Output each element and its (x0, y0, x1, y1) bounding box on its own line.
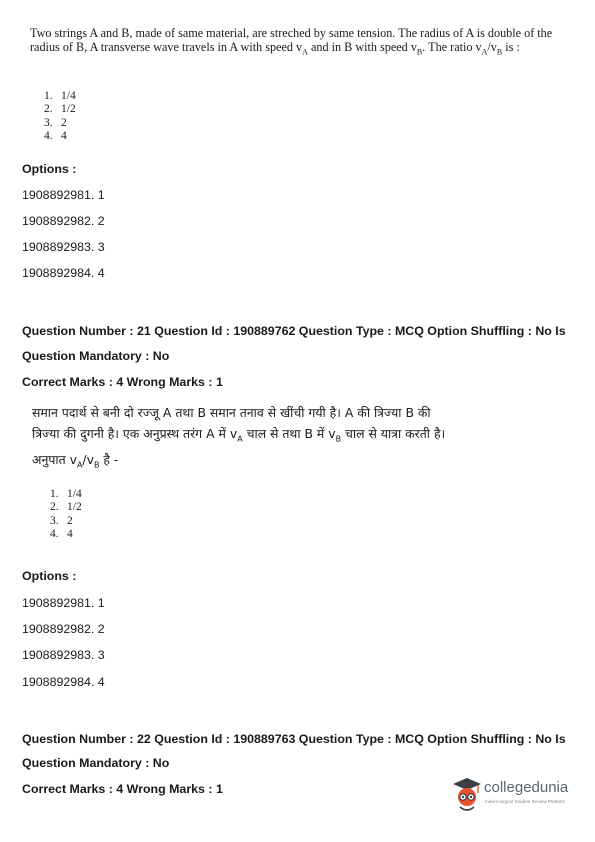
question-text: . The ratio v (422, 40, 482, 54)
choice-item: 3. 2 (50, 514, 73, 527)
question-text: and in B with speed v (307, 40, 417, 54)
options-label: Options : (22, 569, 77, 583)
question-20-choices (44, 90, 76, 144)
option-item: 1908892982. 2 (22, 622, 105, 636)
question-header: Question Mandatory : No (22, 349, 170, 363)
option-item: 1908892983. 3 (22, 240, 105, 254)
question-21-text (32, 402, 572, 476)
subscript-b: B (496, 47, 503, 57)
option-item: 1908892981. 1 (22, 188, 105, 202)
hindi-line: अनुपात $v_A/v_B$ है - (32, 452, 119, 470)
question-21-choices (50, 488, 82, 542)
subscript-a: A (481, 47, 488, 57)
choice-item: 1. 1/4 (44, 90, 76, 102)
choice-item: 4. 4 (50, 528, 73, 541)
mascot-icon (452, 776, 482, 814)
hindi-line: त्रिज्या की दुगनी है। एक अनुप्रस्थ तरंग A में $v_A$ चाल से तथा B में $v_B$ चाल से यात्रा करती है। (32, 426, 446, 444)
subscript-b: B (416, 47, 423, 57)
question-text: /v (487, 40, 497, 54)
marks-line: Correct Marks : 4 Wrong Marks : 1 (22, 782, 223, 796)
question-20-text (30, 26, 570, 59)
marks-line: Correct Marks : 4 Wrong Marks : 1 (22, 375, 223, 389)
logo-tagline: India's largest Student Review Platform (485, 799, 566, 804)
option-item: 1908892983. 3 (22, 648, 105, 662)
choice-item: 3. 2 (44, 116, 67, 129)
option-item: 1908892984. 4 (22, 675, 105, 689)
logo-wordmark: collegedunia (484, 779, 569, 796)
question-header: Question Mandatory : No (22, 756, 170, 770)
question-text: Two strings A and B, made of same material, are streched by same tension. The radius of A is double of the radius of B, A transverse wave travels in A with speed v (30, 26, 553, 54)
collegedunia-logo (452, 776, 580, 814)
option-item: 1908892984. 4 (22, 266, 105, 280)
options-label: Options : (22, 162, 77, 176)
question-text: is : (502, 40, 520, 54)
choice-item: 1. 1/4 (50, 488, 82, 500)
question-header: Question Number : 22 Question Id : 190889763 Question Type : MCQ Option Shuffling : No Is (22, 732, 566, 746)
hindi-line: समान पदार्थ से बनी दो रज्जू A तथा B समान तनाव से खींची गयी है। A की त्रिज्या B की (32, 405, 431, 420)
choice-item: 4. 4 (44, 130, 67, 143)
choice-item: 2. 1/2 (50, 501, 82, 514)
question-header: Question Number : 21 Question Id : 190889762 Question Type : MCQ Option Shuffling : No Is (22, 324, 566, 338)
subscript-a: A (302, 47, 308, 57)
option-item: 1908892981. 1 (22, 596, 105, 610)
option-item: 1908892982. 2 (22, 214, 105, 228)
choice-item: 2. 1/2 (44, 103, 76, 116)
